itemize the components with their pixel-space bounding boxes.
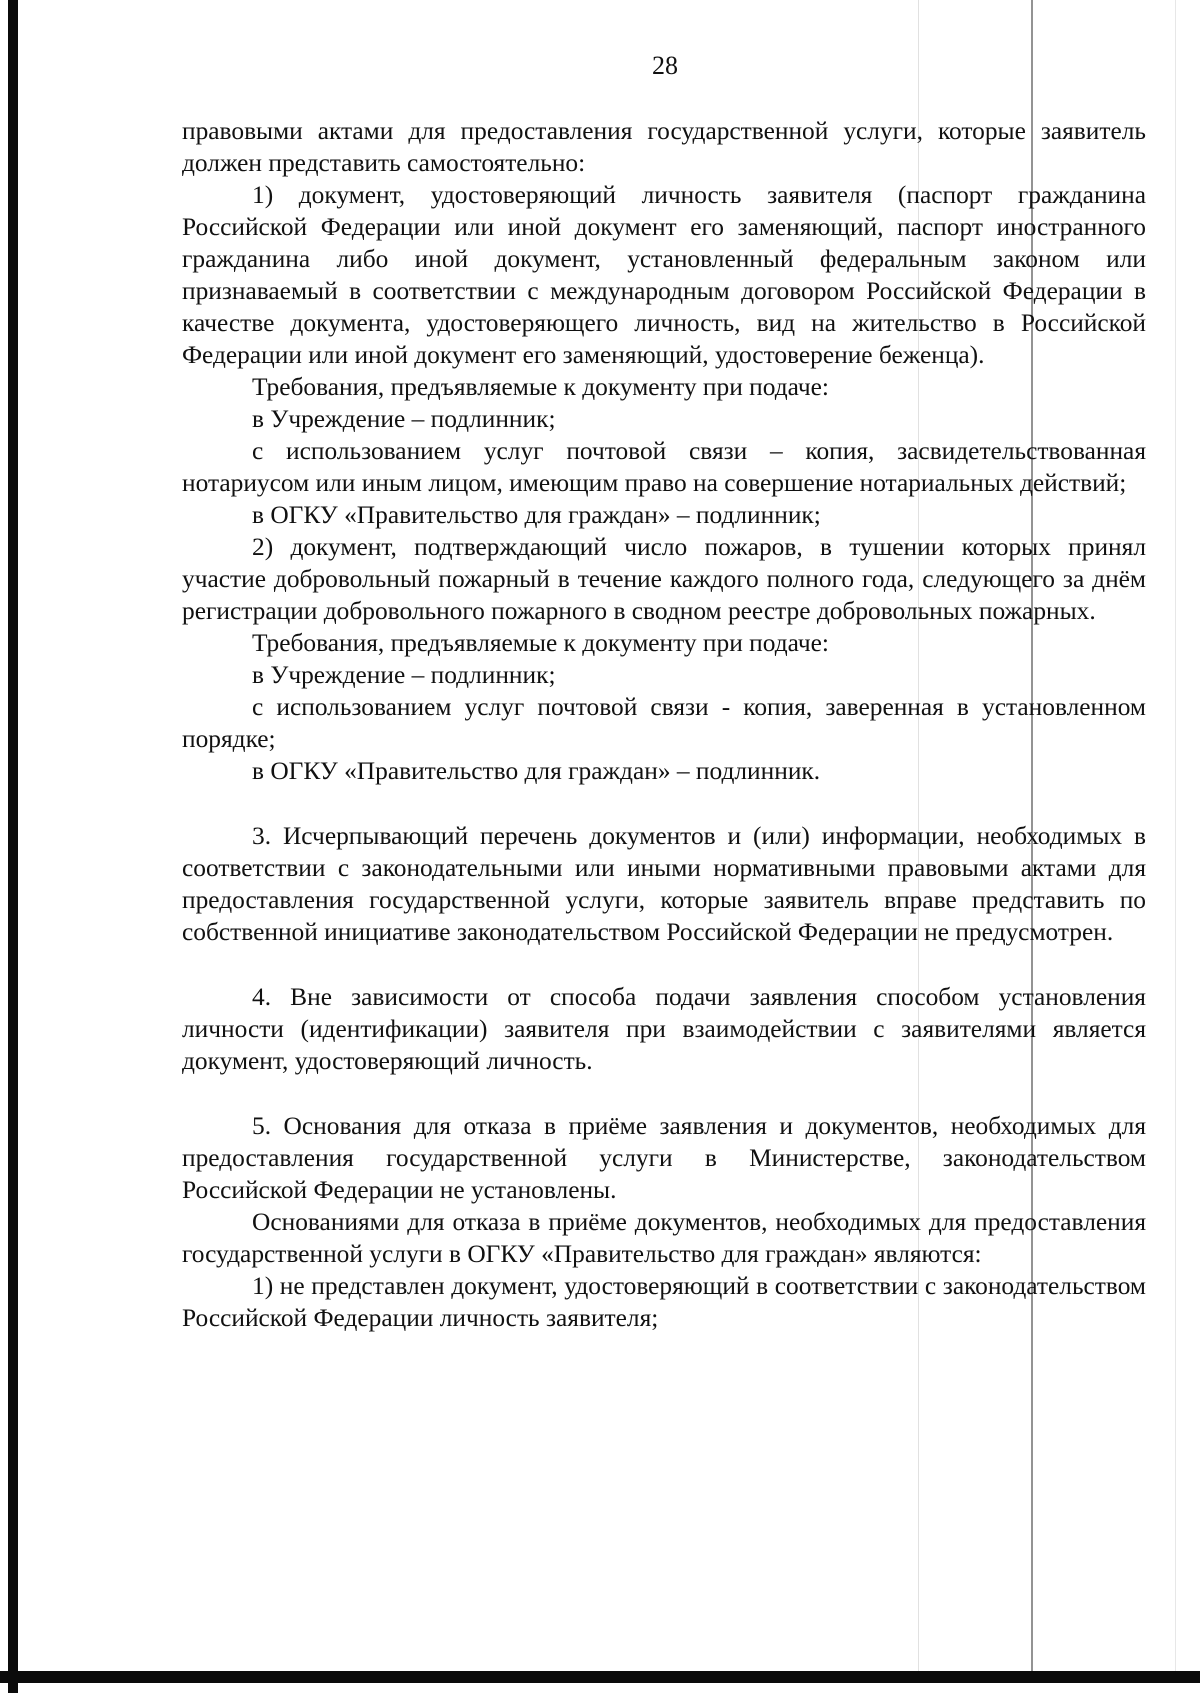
paragraph: Требования, предъявляемые к документу при подаче: <box>252 629 829 657</box>
section-spacer <box>182 1077 1146 1110</box>
paragraph: 1) не представлен документ, удостоверяющий в соответствии с законодательством Российской Федерации личность заявителя; <box>182 1272 1146 1332</box>
paragraph: Основаниями для отказа в приёме документов, необходимых для предоставления государственной услуги в ОГКУ «Правительство для граждан» являются: <box>182 1208 1146 1268</box>
paragraph: правовыми актами для предоставления государственной услуги, которые заявитель должен представить самостоятельно: <box>182 117 1146 177</box>
paragraph: с использованием услуг почтовой связи – копия, засвидетельствованная нотариусом или иным лицом, имеющим право на совершение нотариальных действий; <box>182 437 1146 497</box>
scan-edge-left <box>8 0 18 1693</box>
section-paragraph: 5. Основания для отказа в приёме заявления и документов, необходимых для предоставления государственной услуги в Министерстве, законодательством Российской Федерации не установлены. <box>182 1112 1146 1204</box>
section-spacer <box>182 948 1146 981</box>
paragraph: 1) документ, удостоверяющий личность заявителя (паспорт гражданина Российской Федерации или иной документ его заменяющий, паспорт иностранного гражданина либо иной документ, установленный федеральным законом или признаваемый в соответствии с международным договором Российской Федерации в качестве документа, удостоверяющего личность, вид на жительство в Российской Федерации или иной документ его заменяющий, удостоверение беженца). <box>182 181 1146 369</box>
paragraph: с использованием услуг почтовой связи - копия, заверенная в установленном порядке; <box>182 693 1146 753</box>
paragraph: в ОГКУ «Правительство для граждан» – подлинник. <box>252 757 821 785</box>
paragraph: Требования, предъявляемые к документу при подаче: <box>252 373 829 401</box>
paragraph: в Учреждение – подлинник; <box>252 661 556 689</box>
section-paragraph: 3. Исчерпывающий перечень документов и (или) информации, необходимых в соответствии с законодательными или иными нормативными правовыми актами для предоставления государственной услуги, которые заявитель вправе представить по собственной инициативе законодательством Российской Федерации не предусмотрен. <box>182 822 1146 946</box>
page-number: 28 <box>652 51 678 80</box>
section-paragraph: 4. Вне зависимости от способа подачи заявления способом установления личности (идентификации) заявителя при взаимодействии с заявителями является документ, удостоверяющий личность. <box>182 983 1146 1075</box>
section-spacer <box>182 787 1146 820</box>
scan-fold-line <box>1175 0 1176 1671</box>
document-body <box>182 115 1146 1334</box>
paragraph: 2) документ, подтверждающий число пожаров, в тушении которых принял участие добровольный пожарный в течение каждого полного года, следующего за днём регистрации добровольного пожарного в сводном реестре добровольных пожарных. <box>182 533 1146 625</box>
paragraph: в ОГКУ «Правительство для граждан» – подлинник; <box>252 501 821 529</box>
scan-edge-bottom <box>0 1671 1200 1683</box>
paragraph: в Учреждение – подлинник; <box>252 405 556 433</box>
